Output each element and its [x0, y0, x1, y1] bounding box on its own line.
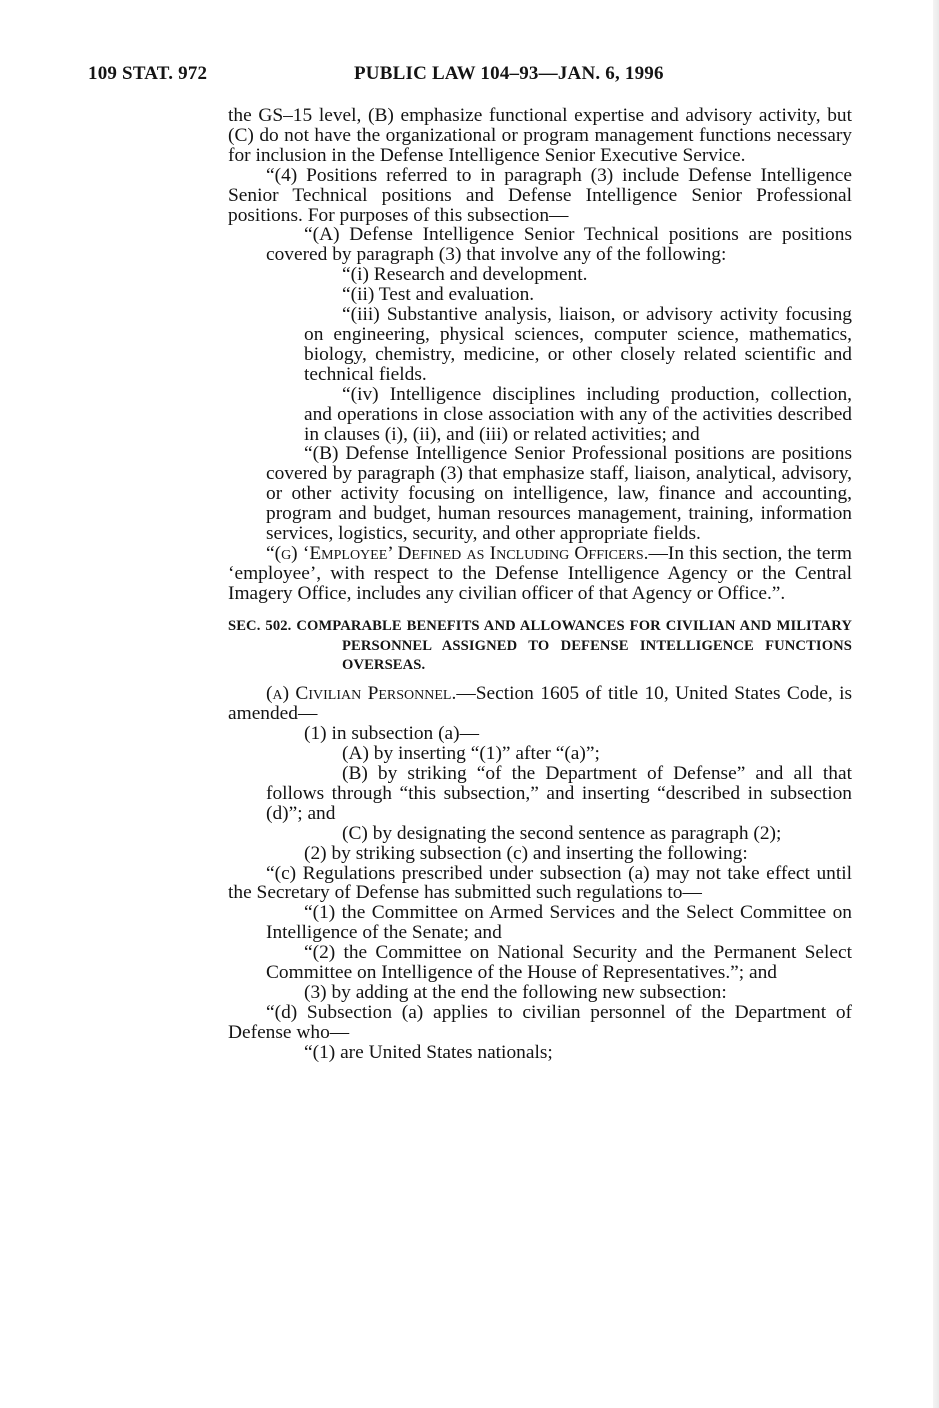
- inserted-d-1: “(1) are United States nationals;: [304, 1041, 553, 1063]
- subsection-g-text: —In this section, the term ‘employee’, with respect to the Defense Intelligence Agency or the Central Imagery Office, includes any civilian officer of that Agency or Office.”.: [228, 542, 852, 604]
- clause-iv: “(iv) Intelligence disciplines including production, collection, and operations in close association with any of the activities described in clauses (i), (ii), and (iii) or related activities; and: [304, 383, 852, 445]
- running-head: [88, 63, 852, 87]
- inserted-c-1: “(1) the Committee on Armed Services and the Select Committee on Intelligence of the Senate; and: [266, 902, 852, 944]
- inserted-subsection-c: “(c) Regulations prescribed under subsection (a) may not take effect until the Secretary of Defense has submitted such regulations to—: [228, 862, 852, 904]
- amendment-1-A: (A) by inserting “(1)” after “(a)”;: [342, 743, 600, 765]
- amendment-2: (2) by striking subsection (c) and inserting the following:: [304, 842, 748, 864]
- amendment-3: (3) by adding at the end the following new subsection:: [304, 981, 727, 1003]
- subsection-a: [228, 684, 852, 724]
- amendment-1: (1) in subsection (a)—: [304, 723, 480, 745]
- page-folio: 109 STAT. 972: [88, 63, 208, 84]
- inserted-c-2: “(2) the Committee on National Security and the Permanent Select Committee on Intelligence of the House of Representatives.”; and: [266, 942, 852, 984]
- subsection-g: [228, 544, 852, 604]
- amendment-1-B: (B) by striking “of the Department of Defense” and all that follows through “this subsection,” and inserting “described in subsection (d)”; and: [266, 763, 852, 824]
- statute-body: [228, 106, 852, 1063]
- paragraph-continuation: the GS–15 level, (B) emphasize functional expertise and advisory activity, but (C) do not have the organizational or program management functions necessary for inclusion in the Defense Intelligence Senior Executive Service.: [228, 105, 852, 166]
- paragraph-4: “(4) Positions referred to in paragraph (3) include Defense Intelligence Senior Technical positions and Defense Intelligence Senior Professional positions. For purposes of this subsection—: [228, 164, 852, 226]
- clause-i: “(i) Research and development.: [342, 264, 588, 286]
- subparagraph-B: “(B) Defense Intelligence Senior Professional positions are positions covered by paragraph (3) that emphasize staff, liaison, analytical, advisory, or other activity focusing on intelligence, law, finance and accounting, program and budget, human resources management, training, information services, logistics, security, and other appropriate fields.: [266, 443, 852, 545]
- scan-page-edge: [933, 0, 939, 1408]
- subsection-g-heading: “(g) ‘Employee’ Defined as Including Officers.: [266, 542, 649, 564]
- inserted-subsection-d: “(d) Subsection (a) applies to civilian personnel of the Department of Defense who—: [228, 1001, 852, 1043]
- amendment-1-C: (C) by designating the second sentence as paragraph (2);: [342, 822, 782, 844]
- public-law-reference: PUBLIC LAW 104–93—JAN. 6, 1996: [354, 63, 664, 84]
- subsection-a-text: —Section 1605 of title 10, United States Code, is amended—: [228, 683, 853, 725]
- subsection-a-heading: (a) Civilian Personnel.: [266, 683, 457, 705]
- clause-iii: “(iii) Substantive analysis, liaison, or advisory activity focusing on engineering, physical sciences, computer science, mathematics, biology, chemistry, medicine, or other closely related scientific and technical fields.: [304, 304, 852, 385]
- subparagraph-A: “(A) Defense Intelligence Senior Technical positions are positions covered by paragraph (3) that involve any of the following:: [266, 224, 852, 266]
- clause-ii: “(ii) Test and evaluation.: [342, 284, 535, 306]
- section-heading: SEC. 502. COMPARABLE BENEFITS AND ALLOWANCES FOR CIVILIAN AND MILITARY PERSONNEL ASSIGNED TO DEFENSE INTELLIGENCE FUNCTIONS OVERSEAS.: [228, 617, 852, 674]
